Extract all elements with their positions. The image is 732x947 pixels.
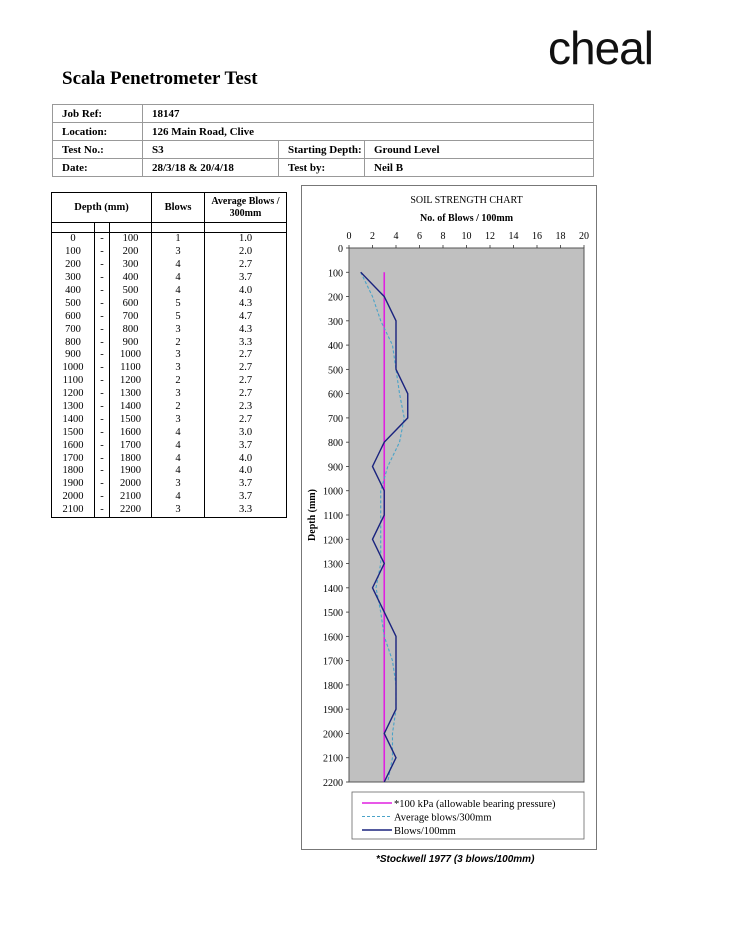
y-tick-label: 600 <box>328 389 343 401</box>
table-spacer-row <box>52 223 287 233</box>
legend-item-bearing-label: *100 kPa (allowable bearing pressure) <box>394 799 556 810</box>
y-tick-label: 300 <box>328 316 343 328</box>
separator-cell: - <box>95 259 110 272</box>
test-by-value: Neil B <box>365 159 594 177</box>
depth-header: Depth (mm) <box>52 193 152 223</box>
table-row <box>52 504 287 517</box>
table-row <box>52 478 287 491</box>
table-row <box>52 246 287 259</box>
job-info-table <box>52 104 594 177</box>
avg-blows-cell: 2.7 <box>205 388 287 401</box>
logo-text: cheal <box>548 22 653 74</box>
depth-to-cell: 800 <box>110 323 152 336</box>
y-tick-label: 2200 <box>323 778 343 789</box>
x-tick-label: 18 <box>555 231 566 242</box>
blows-cell: 3 <box>152 246 205 259</box>
depth-from-cell: 1000 <box>52 362 95 375</box>
y-tick-label: 1500 <box>323 608 343 620</box>
avg-blows-cell: 4.7 <box>205 310 287 323</box>
avg-blows-cell: 4.0 <box>205 465 287 478</box>
y-tick-label: 200 <box>328 292 343 304</box>
info-row <box>53 141 594 159</box>
table-row <box>52 233 287 246</box>
table-row <box>52 362 287 375</box>
depth-to-cell: 1200 <box>110 375 152 388</box>
depth-to-cell: 2200 <box>110 504 152 517</box>
info-row <box>53 105 594 123</box>
avg-blows-cell: 4.0 <box>205 285 287 298</box>
blows-cell: 5 <box>152 310 205 323</box>
test-by-label: Test by: <box>279 159 365 177</box>
depth-from-cell: 1800 <box>52 465 95 478</box>
avg-blows-cell: 4.3 <box>205 323 287 336</box>
y-tick-label: 1800 <box>323 680 343 692</box>
depth-to-cell: 1700 <box>110 439 152 452</box>
y-tick-label: 1900 <box>323 705 343 717</box>
depth-from-cell: 1900 <box>52 478 95 491</box>
table-row <box>52 452 287 465</box>
depth-from-cell: 1700 <box>52 452 95 465</box>
depth-from-cell: 2100 <box>52 504 95 517</box>
info-row <box>53 159 594 177</box>
soil-strength-chart <box>301 185 597 850</box>
separator-cell: - <box>95 272 110 285</box>
depth-to-cell: 600 <box>110 297 152 310</box>
depth-from-cell: 300 <box>52 272 95 285</box>
table-row <box>52 401 287 414</box>
table-row <box>52 310 287 323</box>
table-row <box>52 323 287 336</box>
table-body <box>52 233 287 518</box>
separator-cell: - <box>95 413 110 426</box>
depth-to-cell: 900 <box>110 336 152 349</box>
table-row <box>52 388 287 401</box>
y-tick-label: 1600 <box>323 632 343 644</box>
blows-cell: 3 <box>152 388 205 401</box>
avg-blows-cell: 2.7 <box>205 259 287 272</box>
blows-cell: 4 <box>152 452 205 465</box>
table-row <box>52 426 287 439</box>
test-no-value: S3 <box>143 141 279 159</box>
separator-cell: - <box>95 336 110 349</box>
depth-from-cell: 1400 <box>52 413 95 426</box>
blows-cell: 3 <box>152 504 205 517</box>
y-tick-label: 1200 <box>323 535 343 547</box>
info-row <box>53 123 594 141</box>
table-row <box>52 349 287 362</box>
x-tick-label: 0 <box>346 231 352 242</box>
avg-blows-cell: 3.7 <box>205 491 287 504</box>
depth-to-cell: 200 <box>110 246 152 259</box>
page-title: Scala Penetrometer Test <box>62 68 258 89</box>
separator-cell: - <box>95 297 110 310</box>
location-value: 126 Main Road, Clive <box>143 123 594 141</box>
depth-from-cell: 2000 <box>52 491 95 504</box>
y-tick-label: 900 <box>328 462 343 474</box>
separator-cell: - <box>95 426 110 439</box>
x-tick-label: 12 <box>485 231 495 242</box>
x-tick-label: 4 <box>393 231 399 242</box>
separator-cell: - <box>95 246 110 259</box>
avg-blows-cell: 2.7 <box>205 413 287 426</box>
blows-cell: 4 <box>152 272 205 285</box>
depth-to-cell: 2100 <box>110 491 152 504</box>
depth-from-cell: 1200 <box>52 388 95 401</box>
chart-svg <box>302 186 596 849</box>
separator-cell: - <box>95 465 110 478</box>
y-tick-label: 500 <box>328 365 343 377</box>
blows-cell: 2 <box>152 375 205 388</box>
table-row <box>52 439 287 452</box>
y-tick-label: 0 <box>338 244 343 255</box>
depth-to-cell: 1100 <box>110 362 152 375</box>
y-axis-label: Depth (mm) <box>307 489 318 541</box>
y-tick-label: 400 <box>328 341 343 353</box>
depth-to-cell: 1600 <box>110 426 152 439</box>
date-label: Date: <box>53 159 143 177</box>
table-row <box>52 491 287 504</box>
y-tick-label: 1700 <box>323 656 343 668</box>
x-tick-label: 2 <box>370 231 375 242</box>
separator-cell: - <box>95 310 110 323</box>
depth-from-cell: 1300 <box>52 401 95 414</box>
blows-header: Blows <box>152 193 205 223</box>
separator-cell: - <box>95 233 110 246</box>
x-tick-label: 20 <box>579 231 589 242</box>
blows-cell: 1 <box>152 233 205 246</box>
depth-to-cell: 1000 <box>110 349 152 362</box>
avg-header: Average Blows / 300mm <box>205 193 287 223</box>
test-no-label: Test No.: <box>53 141 143 159</box>
depth-from-cell: 400 <box>52 285 95 298</box>
location-label: Location: <box>53 123 143 141</box>
depth-to-cell: 300 <box>110 259 152 272</box>
avg-blows-cell: 3.7 <box>205 439 287 452</box>
avg-blows-cell: 3.7 <box>205 478 287 491</box>
legend-item-average-label: Average blows/300mm <box>394 812 492 824</box>
table-row <box>52 272 287 285</box>
company-logo <box>548 18 678 78</box>
blows-cell: 4 <box>152 259 205 272</box>
depth-to-cell: 400 <box>110 272 152 285</box>
y-tick-label: 2100 <box>323 753 343 765</box>
blows-cell: 4 <box>152 285 205 298</box>
separator-cell: - <box>95 285 110 298</box>
separator-cell: - <box>95 478 110 491</box>
y-tick-label: 700 <box>328 413 343 425</box>
blows-cell: 5 <box>152 297 205 310</box>
table-header-row <box>52 193 287 223</box>
depth-from-cell: 1100 <box>52 375 95 388</box>
separator-cell: - <box>95 439 110 452</box>
avg-blows-cell: 4.3 <box>205 297 287 310</box>
blows-cell: 4 <box>152 465 205 478</box>
x-tick-label: 16 <box>532 231 542 242</box>
depth-from-cell: 500 <box>52 297 95 310</box>
depth-from-cell: 900 <box>52 349 95 362</box>
separator-cell: - <box>95 349 110 362</box>
table-row <box>52 413 287 426</box>
y-tick-label: 1100 <box>323 511 343 522</box>
x-tick-label: 6 <box>417 231 422 242</box>
job-ref-label: Job Ref: <box>53 105 143 123</box>
separator-cell: - <box>95 388 110 401</box>
avg-blows-cell: 4.0 <box>205 452 287 465</box>
separator-cell: - <box>95 375 110 388</box>
depth-to-cell: 700 <box>110 310 152 323</box>
depth-from-cell: 0 <box>52 233 95 246</box>
table-row <box>52 259 287 272</box>
depth-from-cell: 600 <box>52 310 95 323</box>
y-tick-label: 1300 <box>323 559 343 571</box>
depth-from-cell: 1500 <box>52 426 95 439</box>
depth-to-cell: 500 <box>110 285 152 298</box>
table-row <box>52 465 287 478</box>
avg-blows-cell: 1.0 <box>205 233 287 246</box>
avg-blows-cell: 2.3 <box>205 401 287 414</box>
job-ref-value: 18147 <box>143 105 594 123</box>
blows-cell: 3 <box>152 413 205 426</box>
starting-depth-label: Starting Depth: <box>279 141 365 159</box>
starting-depth-value: Ground Level <box>365 141 594 159</box>
avg-blows-cell: 3.3 <box>205 504 287 517</box>
separator-cell: - <box>95 401 110 414</box>
separator-cell: - <box>95 452 110 465</box>
separator-cell: - <box>95 323 110 336</box>
table-row <box>52 285 287 298</box>
separator-cell: - <box>95 491 110 504</box>
blows-cell: 4 <box>152 426 205 439</box>
x-tick-label: 14 <box>508 231 519 242</box>
blows-cell: 4 <box>152 491 205 504</box>
depth-to-cell: 1800 <box>110 452 152 465</box>
x-tick-label: 10 <box>461 231 472 242</box>
y-tick-label: 1000 <box>323 486 343 498</box>
blows-cell: 3 <box>152 349 205 362</box>
blows-cell: 3 <box>152 323 205 336</box>
depth-from-cell: 100 <box>52 246 95 259</box>
blows-cell: 3 <box>152 362 205 375</box>
blows-cell: 4 <box>152 439 205 452</box>
date-value: 28/3/18 & 20/4/18 <box>143 159 279 177</box>
depth-to-cell: 2000 <box>110 478 152 491</box>
avg-blows-cell: 2.0 <box>205 246 287 259</box>
depth-to-cell: 1400 <box>110 401 152 414</box>
avg-blows-cell: 2.7 <box>205 349 287 362</box>
table-row <box>52 336 287 349</box>
y-tick-label: 2000 <box>323 729 343 741</box>
footnote: *Stockwell 1977 (3 blows/100mm) <box>376 854 535 865</box>
depth-to-cell: 100 <box>110 233 152 246</box>
depth-from-cell: 700 <box>52 323 95 336</box>
x-tick-label: 8 <box>440 231 446 242</box>
separator-cell: - <box>95 504 110 517</box>
blows-cell: 2 <box>152 401 205 414</box>
y-tick-label: 1400 <box>323 583 343 595</box>
table-row <box>52 297 287 310</box>
legend-item-blows-label: Blows/100mm <box>394 826 456 837</box>
depth-to-cell: 1500 <box>110 413 152 426</box>
blows-cell: 2 <box>152 336 205 349</box>
y-tick-label: 800 <box>328 438 343 450</box>
avg-blows-cell: 3.0 <box>205 426 287 439</box>
avg-blows-cell: 2.7 <box>205 362 287 375</box>
table-row <box>52 375 287 388</box>
blows-table <box>51 192 287 518</box>
blows-cell: 3 <box>152 478 205 491</box>
depth-from-cell: 200 <box>52 259 95 272</box>
x-axis-label: No. of Blows / 100mm <box>419 213 514 224</box>
avg-blows-cell: 2.7 <box>205 375 287 388</box>
depth-from-cell: 800 <box>52 336 95 349</box>
chart-title: SOIL STRENGTH CHART <box>410 195 523 206</box>
avg-blows-cell: 3.7 <box>205 272 287 285</box>
depth-from-cell: 1600 <box>52 439 95 452</box>
depth-to-cell: 1900 <box>110 465 152 478</box>
separator-cell: - <box>95 362 110 375</box>
depth-to-cell: 1300 <box>110 388 152 401</box>
avg-blows-cell: 3.3 <box>205 336 287 349</box>
y-tick-label: 100 <box>328 268 343 280</box>
